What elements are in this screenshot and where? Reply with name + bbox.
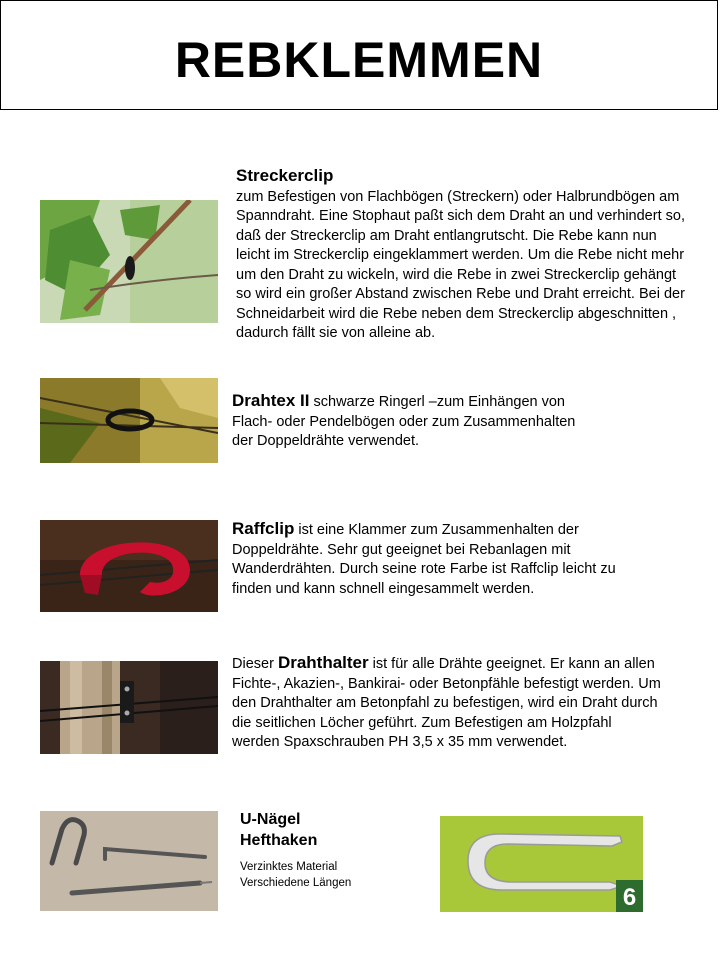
raffclip-photo	[40, 520, 218, 612]
drahthalter-prefix: Dieser	[232, 656, 278, 672]
drahtex-photo	[40, 378, 218, 463]
unaegel-line1: Verzinktes Material	[240, 861, 338, 873]
page-title: REBKLEMMEN	[174, 32, 544, 88]
title-box	[0, 0, 718, 110]
unaegel-name2: Hefthaken	[240, 831, 318, 849]
raffclip-desc: ist eine Klammer zum Zusammenhalten der Doppeldrähte. Sehr gut geeignet bei Rebanlagen mit Wanderdrähten. Durch seine rote Farbe ist Raffclip leicht zu finden und kann schnell eingesammelt werden.	[232, 522, 616, 597]
streckerclip-name: Streckerclip	[236, 166, 334, 185]
unaegel-photo	[40, 811, 218, 911]
drahtex-desc: schwarze Ringerl –zum Einhängen von Flach- oder Pendelbögen oder zum Zusammenhalten der Doppeldrähte verwendet.	[232, 394, 576, 449]
streckerclip-photo	[40, 200, 218, 323]
raffclip-text	[232, 519, 622, 599]
streckerclip-text	[236, 166, 686, 344]
unaegel-line2: Verschiedene Längen	[240, 877, 352, 889]
streckerclip-desc: zum Befestigen von Flachbögen (Streckern) oder Halbrundbögen am Spanndraht. Eine Stophaut paßt sich dem Draht an und verhindert so, daß der Streckerclip am Draht entlangrutscht. Die Rebe kann nun leicht im Streckerclip eingeklammert werden. Um die Rebe nicht mehr um den Draht zu wickeln, wird die Rebe in zwei Streckerclip gehängt so wird ein großer Abstand zwischen Rebe und Draht erreicht. Bei der Schneidarbeit wird die Rebe neben dem Streckerclip abgeschnitten , dadurch fällt sie von alleine ab.	[236, 188, 685, 341]
drahtex-text	[232, 391, 582, 452]
unaegel-name1: U-Nägel	[240, 811, 301, 828]
unaegel-text	[240, 810, 430, 891]
drahtex-name: Drahtex II	[232, 391, 310, 410]
unaegel-badge: 6	[622, 884, 637, 911]
drahthalter-desc: ist für alle Drähte geeignet. Er kann an allen Fichte-, Akazien-, Bankirai- oder Betonpfähle befestigt werden. Um den Drahthalter am Betonpfahl zu befestigen, wird ein Draht durch die seitlichen Löcher geführt. Zum Befestigen am Holzpfahl werden Spaxschrauben PH 3,5 x 35 mm verwendet.	[232, 656, 661, 750]
raffclip-name: Raffclip	[232, 519, 295, 538]
drahthalter-photo	[40, 661, 218, 754]
drahthalter-name: Drahthalter	[277, 653, 369, 672]
unaegel-illustration	[440, 816, 643, 912]
drahthalter-text	[232, 653, 662, 753]
